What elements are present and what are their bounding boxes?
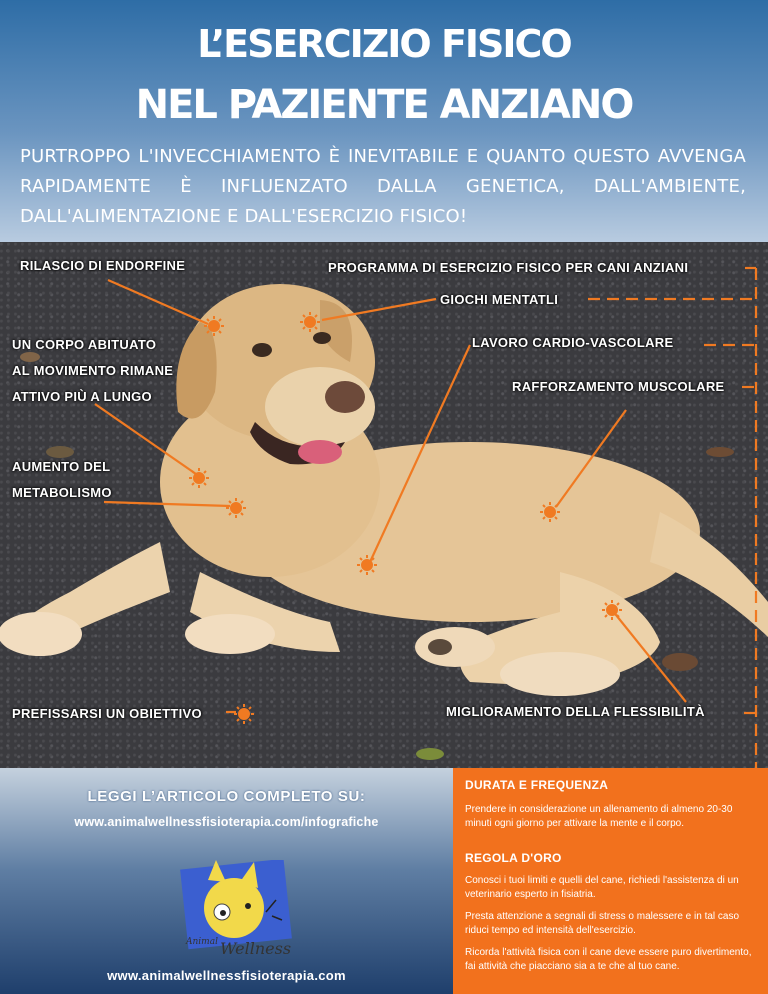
- label-cardio: LAVORO CARDIO-VASCOLARE: [472, 335, 674, 350]
- sun-icon-giochi: [300, 312, 320, 332]
- sun-icon-flessibilita: [602, 600, 622, 620]
- label-muscolare: RAFFORZAMENTO MUSCOLARE: [512, 379, 725, 394]
- label-endorfine: RILASCIO DI ENDORFINE: [20, 258, 186, 273]
- dog-photo-area: [0, 242, 768, 768]
- label-corpo: [12, 332, 173, 410]
- label-corpo-line1: UN CORPO ABITUATO: [12, 337, 157, 352]
- infographics-link[interactable]: www.animalwellnessfisioterapia.com/infografiche: [74, 815, 379, 829]
- regola-text-1: Conosci i tuoi limiti e quelli del cane, richiedi l'assistenza di un veterinario esperto in fisiatria.: [465, 875, 739, 900]
- label-giochi: GIOCHI MENTATLI: [440, 292, 559, 307]
- label-programma: PROGRAMMA DI ESERCIZIO FISICO PER CANI ANZIANI: [328, 260, 689, 275]
- regola-text-3: Ricorda l'attività fisica con il cane deve essere puro divertimento, fai attività che piacciano sia a te che al tuo cane.: [465, 947, 752, 972]
- label-corpo-line2: AL MOVIMENTO RIMANE: [12, 363, 174, 378]
- title-line-1: L’ESERCIZIO FISICO: [197, 22, 571, 66]
- label-metabolismo-line1: AUMENTO DEL: [12, 459, 111, 474]
- sun-icon-corpo: [189, 468, 209, 488]
- label-obiettivo: PREFISSARSI UN OBIETTIVO: [12, 706, 202, 721]
- intro-text: PURTROPPO L'INVECCHIAMENTO È INEVITABILE E QUANTO QUESTO AVVENGA RAPIDAMENTE È INFLUENZATO DALLA GENETICA, DALL'AMBIENTE, DALL'ALIMENTAZIONE E DALL'ESERCIZIO FISICO!: [20, 146, 746, 227]
- footer-links-panel: [0, 768, 453, 994]
- sun-icon-metabolismo: [226, 498, 246, 518]
- regola-text-2: Presta attenzione a segnali di stress o malessere e in tal caso riduci tempo ed intensità dell'esercizio.: [465, 911, 740, 936]
- header: [0, 0, 768, 242]
- durata-text: Prendere in considerazione un allenamento di almeno 20-30 minuti ogni giorno per attivare la mente e il corpo.: [465, 804, 733, 829]
- label-corpo-line3: ATTIVO PIÙ A LUNGO: [12, 389, 152, 404]
- tips-panel: [453, 768, 768, 994]
- sun-icon-muscolare: [540, 502, 560, 522]
- sun-icon-endorfine: [204, 316, 224, 336]
- animal-wellness-logo: [178, 860, 296, 960]
- title-line-2: NEL PAZIENTE ANZIANO: [135, 82, 633, 128]
- site-link[interactable]: www.animalwellnessfisioterapia.com: [107, 968, 346, 983]
- label-flessibilita: MIGLIORAMENTO DELLA FLESSIBILITÀ: [446, 704, 705, 719]
- dog-illustration: [0, 242, 768, 768]
- logo-text-animal: Animal: [186, 937, 218, 947]
- durata-title: DURATA E FREQUENZA: [465, 778, 609, 792]
- logo-text-wellness: Wellness: [220, 939, 292, 958]
- regola-title: REGOLA D'ORO: [465, 851, 562, 865]
- sun-icon-obiettivo: [234, 704, 254, 724]
- sun-icon-cardio: [357, 555, 377, 575]
- label-metabolismo: [12, 454, 112, 506]
- read-more-heading: LEGGI L’ARTICOLO COMPLETO SU:: [87, 788, 366, 805]
- label-metabolismo-line2: METABOLISMO: [12, 485, 112, 500]
